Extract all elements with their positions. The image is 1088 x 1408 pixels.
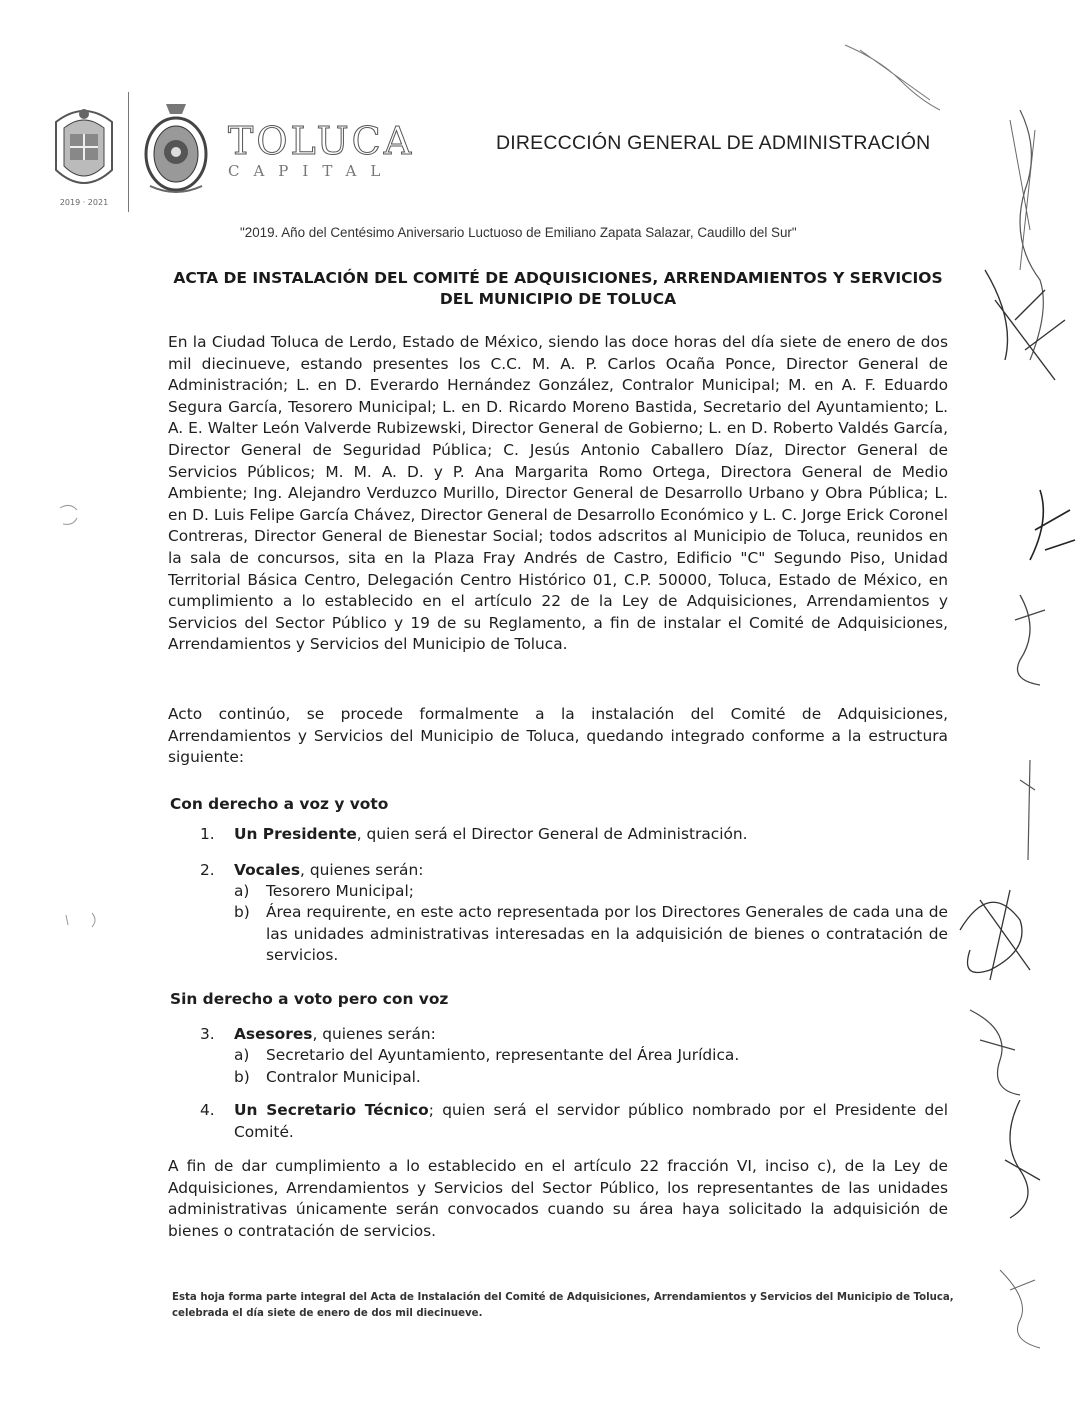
- signature-margin-2: [975, 260, 1075, 400]
- item-role: Un Secretario Técnico: [234, 1101, 429, 1119]
- signature-margin-7: [960, 1000, 1030, 1100]
- item-description: ; quien será el servidor público nombrado por el Presidente del Comité.: [234, 1101, 948, 1141]
- year-motto: "2019. Año del Centésimo Aniversario Luctuoso de Emiliano Zapata Salazar, Caudillo del Sur": [240, 225, 797, 240]
- item-description: , quienes serán:: [300, 861, 424, 879]
- signature-margin-9: [990, 1260, 1050, 1350]
- item-role: Un Presidente: [234, 825, 357, 843]
- title-line-1: ACTA DE INSTALACIÓN DEL COMITÉ DE ADQUISICIONES, ARRENDAMIENTOS Y SERVICIOS: [173, 269, 943, 287]
- item-number: 1.: [200, 825, 215, 843]
- sub-item-asesores-a: [234, 1045, 948, 1067]
- opening-paragraph: En la Ciudad Toluca de Lerdo, Estado de México, siendo las doce horas del día siete de enero de dos mil diecinueve, estando presentes los C.C. M. A. P. Carlos Ocaña Ponce, Director General de Administración; L. en D. Everardo Hernández González, Contralor Municipal; M. en A. F. Eduardo Segura García, Tesorero Municipal; L. en D. Ricardo Moreno Bastida, Secretario del Ayuntamiento; L. A. E. Walter León Valverde Rubizewski, Director General de Gobierno; L. en D. Roberto Valdés García, Director General de Seguridad Pública; C. Jesús Antonio Caballero Díaz, Director General de Servicios Públicos; M. M. A. D. y P. Ana Margarita Romo Ortega, Directora General de Medio Ambiente; Ing. Alejandro Verduzco Murillo, Director General de Desarrollo Urbano y Obra Pública; L. en D. Luis Felipe García Chávez, Director General de Desarrollo Económico y L. C. Jorge Erick Coronel Contreras, Director General de Bienestar Social; todos adscritos al Municipio de Toluca, reunidos en la sala de concursos, sita en la Plaza Fray Andrés de Castro, Edificio "C" Segundo Piso, Unidad Territorial Básica Centro, Delegación Centro Histórico 01, C.P. 50000, Toluca, Estado de México, en cumplimiento a lo establecido en el artículo 22 de la Ley de Adquisiciones, Arrendamientos y Servicios del Sector Público y 19 de su Reglamento, a fin de instalar el Comité de Adquisiciones, Arrendamientos y Servicios del Municipio de Toluca.: [168, 333, 948, 654]
- toluca-seal-logo: [136, 100, 216, 200]
- sub-item-letter: a): [234, 1046, 250, 1064]
- signature-margin-8: [990, 1100, 1050, 1220]
- list-item-vocales: [200, 860, 948, 882]
- brand-name: TOLUCA: [228, 119, 415, 163]
- sub-item-letter: b): [234, 1068, 250, 1086]
- state-shield-logo: [48, 100, 120, 212]
- item-role: Vocales: [234, 861, 301, 879]
- closing-paragraph: A fin de dar cumplimiento a lo establecido en el artículo 22 fracción VI, inciso c), de la Ley de Adquisiciones, Arrendamientos y Servicios del Sector Público, los representantes de las unidades administrativas únicamente serán convocados cuando su área haya solicitado la adquisición de bienes o contratación de servicios.: [168, 1157, 948, 1240]
- sub-item-text: Tesorero Municipal;: [266, 882, 414, 900]
- sub-item-text: Contralor Municipal.: [266, 1068, 421, 1086]
- punch-hole-mark-1: [55, 500, 85, 530]
- shield-years: 2019 · 2021: [59, 198, 109, 207]
- sub-item-letter: b): [234, 903, 250, 921]
- item-number: 3.: [200, 1025, 215, 1043]
- signature-margin-5: [1010, 760, 1050, 870]
- signature-margin-3: [1020, 480, 1080, 570]
- item-number: 4.: [200, 1101, 215, 1119]
- section-with-vote: Con derecho a voz y voto: [170, 795, 389, 813]
- sub-item-text: Secretario del Ayuntamiento, representante del Área Jurídica.: [266, 1046, 740, 1064]
- signature-margin-4: [1000, 590, 1060, 690]
- item-description: , quien será el Director General de Administración.: [356, 825, 748, 843]
- sub-item-vocales-b: [234, 902, 948, 967]
- header-divider: [128, 92, 129, 212]
- item-description: , quienes serán:: [312, 1025, 436, 1043]
- punch-hole-mark-2: [62, 905, 102, 935]
- sub-item-text: Área requirente, en este acto representada por los Directores Generales de cada una de las unidades administrativas interesadas en la adquisición de bienes o contratación de servicios.: [266, 903, 948, 965]
- page-footer-note: Esta hoja forma parte integral del Acta de Instalación del Comité de Adquisiciones, Arrendamientos y Servicios del Municipio de Toluca, celebrada el día siete de enero de dos mil diecinueve.: [172, 1292, 954, 1319]
- item-number: 2.: [200, 861, 215, 879]
- department-heading: DIRECCCIÓN GENERAL DE ADMINISTRACIÓN: [496, 132, 931, 154]
- section-without-vote: Sin derecho a voto pero con voz: [170, 990, 449, 1008]
- continuation-paragraph: Acto continúo, se procede formalmente a la instalación del Comité de Adquisiciones, Arrendamientos y Servicios del Municipio de Toluca, quedando integrado conforme a la estructura siguiente:: [168, 705, 948, 767]
- toluca-brand: [228, 119, 415, 180]
- list-item-president: [200, 824, 948, 846]
- signature-scribble-top: [840, 40, 950, 120]
- item-role: Asesores: [234, 1025, 313, 1043]
- document-title: [168, 268, 948, 310]
- signature-margin-6: [950, 870, 1040, 990]
- list-item-asesores: [200, 1024, 948, 1046]
- brand-subtitle: CAPITAL: [228, 162, 395, 180]
- sub-item-asesores-b: [234, 1067, 948, 1089]
- title-line-2: DEL MUNICIPIO DE TOLUCA: [439, 290, 677, 308]
- sub-item-letter: a): [234, 882, 250, 900]
- list-item-secretario: [200, 1100, 948, 1143]
- sub-item-vocales-a: [234, 881, 948, 903]
